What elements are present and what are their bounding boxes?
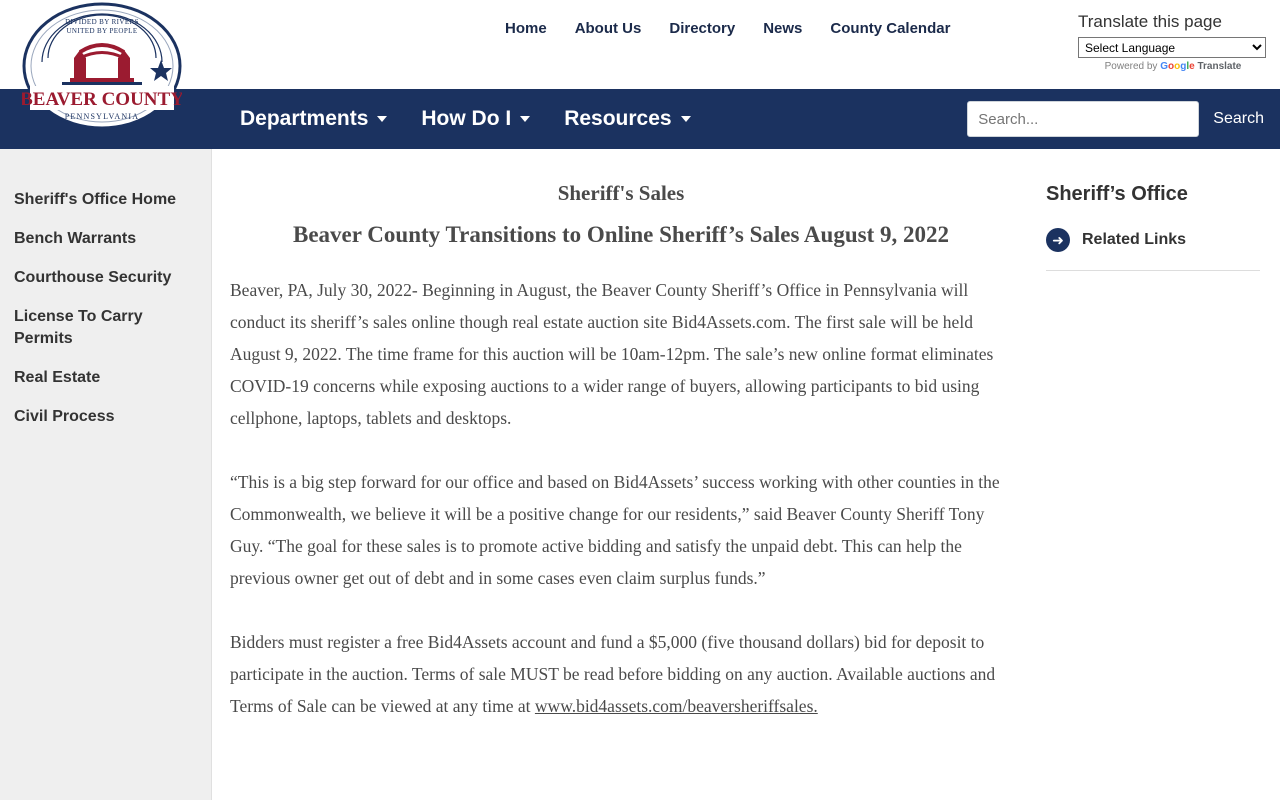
sidebar-item-bench-warrants[interactable]: Bench Warrants	[14, 230, 137, 247]
chevron-down-icon	[520, 116, 530, 122]
nav-item-resources[interactable]	[564, 107, 690, 131]
arrow-right-circle-icon: ➜	[1046, 228, 1070, 252]
sidebar-item-courthouse-security[interactable]: Courthouse Security	[14, 269, 172, 286]
right-rail	[1030, 149, 1280, 800]
powered-by-google-translate	[1078, 61, 1268, 72]
chevron-down-icon	[681, 116, 691, 122]
topnav-item-about-us[interactable]: About Us	[574, 20, 642, 37]
powered-by-text: Powered by	[1104, 61, 1158, 72]
main-navigation-bar	[0, 89, 1280, 149]
nav-item-how-do-i[interactable]	[421, 107, 530, 131]
topnav-item-home[interactable]: Home	[505, 20, 547, 37]
page-subtitle: Beaver County Transitions to Online Sheriff’s Sales August 9, 2022	[293, 222, 949, 247]
sidebar-item-license-to-carry-permits[interactable]: License To Carry Permits	[14, 308, 143, 347]
topnav-item-directory[interactable]: Directory	[669, 20, 736, 37]
sidebar-item-sheriffs-office-home[interactable]: Sheriff's Office Home	[14, 191, 177, 208]
google-wordmark: Google	[1160, 61, 1195, 72]
search-input[interactable]	[967, 101, 1199, 137]
search-button[interactable]: Search	[1199, 110, 1280, 128]
page-title: Sheriff's Sales	[557, 181, 685, 205]
svg-text:DIVIDED BY RIVERS: DIVIDED BY RIVERS	[65, 18, 139, 26]
language-select[interactable]	[1078, 37, 1266, 58]
article-paragraph-1: Beaver, PA, July 30, 2022- Beginning in August, the Beaver County Sheriff’s Office in Pennsylvania will conduct its sheriff’s sales online though real estate auction site Bid4Assets.com. The first sale will be held August 9, 2022. The time frame for this auction will be 10am-12pm. The sale’s new online format eliminates COVID-19 concerns while exposing auctions to a wider range of buyers, allowing participants to bid using cellphone, laptops, tablets and desktops.	[230, 280, 994, 428]
svg-text:UNITED BY PEOPLE: UNITED BY PEOPLE	[66, 27, 138, 35]
sidebar	[0, 149, 212, 800]
article-paragraph-3-text: Bidders must register a free Bid4Assets account and fund a $5,000 (five thousand dollars) bid for deposit to participate in the auction. Terms of sale MUST be read before bidding on any auction. Available auctions and Terms of Sale can be viewed at any time at	[230, 632, 996, 716]
search-area	[967, 89, 1280, 149]
topnav-item-county-calendar[interactable]: County Calendar	[830, 20, 951, 37]
topnav-item-news[interactable]: News	[763, 20, 803, 37]
top-header	[0, 0, 1280, 89]
nav-item-departments[interactable]	[240, 107, 387, 131]
related-links-item[interactable]	[1046, 228, 1260, 271]
bid4assets-link[interactable]: www.bid4assets.com/beaversheriffsales.	[534, 696, 818, 716]
sidebar-item-real-estate[interactable]: Real Estate	[14, 369, 101, 386]
main-nav-items	[240, 107, 691, 131]
related-links-label: Related Links	[1082, 231, 1187, 248]
sidebar-item-civil-process[interactable]: Civil Process	[14, 408, 115, 425]
nav-item-departments-label: Departments	[240, 107, 369, 130]
main-content	[212, 149, 1030, 800]
svg-text:BEAVER COUNTY: BEAVER COUNTY	[22, 89, 182, 110]
rail-title: Sheriff’s Office	[1046, 183, 1188, 205]
translate-label: Translate this page	[1078, 12, 1222, 31]
page-body	[0, 149, 1280, 800]
top-navigation	[505, 20, 950, 37]
article-paragraph-3	[230, 626, 1012, 722]
nav-item-how-do-i-label: How Do I	[421, 107, 512, 130]
svg-text:PENNSYLVANIA: PENNSYLVANIA	[64, 112, 140, 121]
translate-wordmark: Translate	[1197, 61, 1242, 72]
chevron-down-icon	[377, 116, 387, 122]
article-paragraph-2: “This is a big step forward for our office and based on Bid4Assets’ success working with other counties in the Commonwealth, we believe it will be a positive change for our residents,” said Beaver County Sheriff Tony Guy. “The goal for these sales is to promote active bidding and satisfy the unpaid debt. This can help the previous owner get out of debt and in some cases even claim surplus funds.”	[230, 472, 1000, 588]
beaver-county-logo[interactable]	[22, 2, 182, 135]
nav-item-resources-label: Resources	[564, 107, 672, 130]
translate-widget	[1078, 12, 1268, 72]
